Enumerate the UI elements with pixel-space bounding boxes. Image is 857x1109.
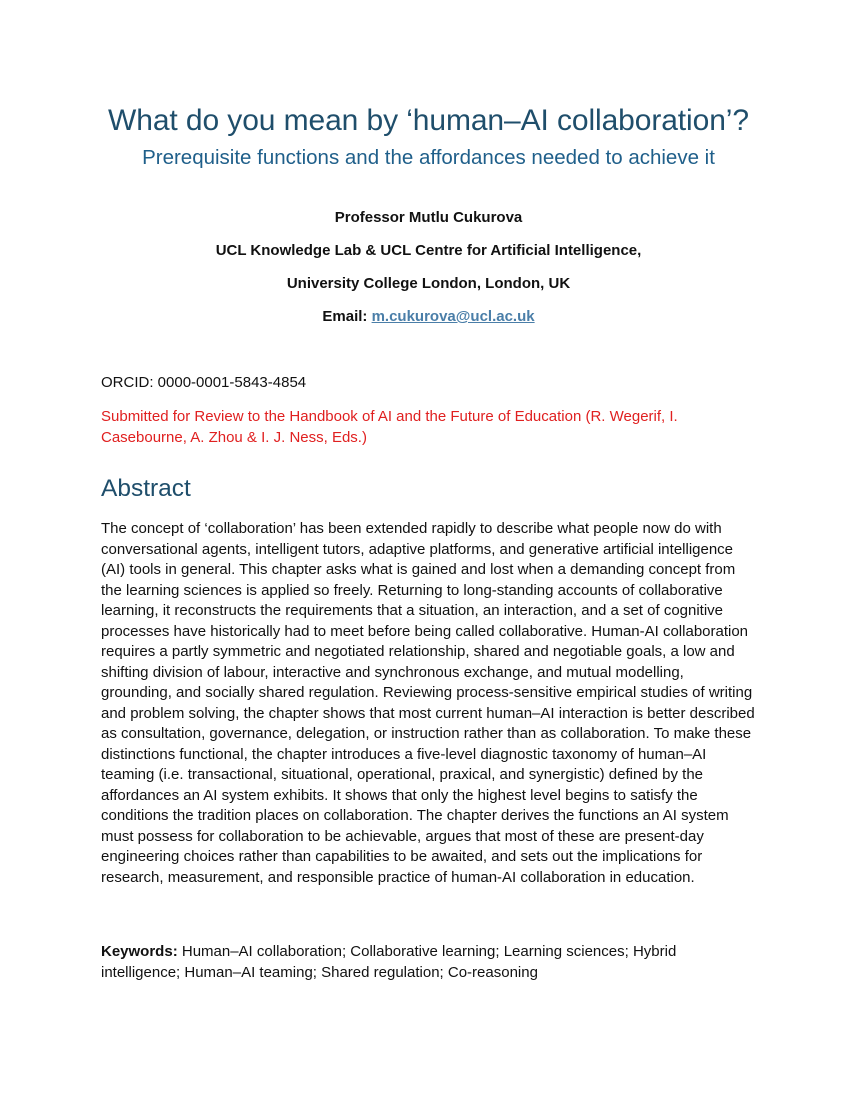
author-affiliation-line2: University College London, London, UK	[286, 275, 571, 292]
abstract-text: The concept of ‘collaboration’ has been extended rapidly to describe what people now do with conversational agents, intelligent tutors, adaptive platforms, and generative artificial intelligence (AI) tools in general. This chapter asks what is gained and lost when a demanding concept from the learning sciences is applied so freely. Returning to long-standing accounts of collaborative learning, it reconstructs the requirements that a situation, an interaction, and a set of cognitive processes have historically had to meet before being called collaborative. Human-AI collaboration requires a partly symmetric and negotiated relationship, shared and negotiable goals, a low and shifting division of labour, interactive and synchronous exchange, and mutual modelling, grounding, and socially shared regulation. Reviewing process-sensitive empirical studies of writing and problem solving, the chapter shows that most current human–AI interaction is better described as consultation, governance, delegation, or instruction rather than as collaboration. To make these distinctions functional, the chapter introduces a five-level diagnostic taxonomy of human–AI teaming (i.e. transactional, situational, operational, praxical, and synergistic) defined by the affordances an AI system exhibits. It shows that only the highest level begins to satisfy the conditions the tradition places on collaboration. The chapter derives the functions an AI system must possess for collaboration to be achievable, argues that most of these are present-day engineering choices rather than capabilities to be awaited, and sets out the implications for research, measurement, and responsible practice of human-AI collaboration in education.	[101, 520, 755, 886]
paper-subtitle: Prerequisite functions and the affordances needed to achieve it	[142, 146, 715, 169]
keywords-text: Human–AI collaboration; Collaborative learning; Learning sciences; Hybrid intelligence; Human–AI teaming; Shared regulation; Co-reasoning	[101, 943, 677, 981]
author-name: Professor Mutlu Cukurova	[334, 209, 523, 226]
author-affiliation-line1: UCL Knowledge Lab & UCL Centre for Artificial Intelligence,	[215, 242, 642, 259]
orcid: ORCID: 0000-0001-5843-4854	[101, 374, 307, 391]
keywords	[101, 942, 757, 983]
author-email-line	[0, 306, 857, 339]
abstract-heading: Abstract	[101, 475, 191, 502]
keywords-label: Keywords:	[101, 943, 178, 960]
submission-note: Submitted for Review to the Handbook of AI and the Future of Education (R. Wegerif, I. Casebourne, A. Zhou & I. J. Ness, Eds.)	[101, 408, 678, 446]
email-label: Email:	[322, 308, 368, 325]
paper-title: What do you mean by ‘human–AI collaboration’?	[108, 104, 749, 137]
author-block	[0, 207, 857, 339]
email-link[interactable]: m.cukurova@ucl.ac.uk	[371, 308, 535, 325]
